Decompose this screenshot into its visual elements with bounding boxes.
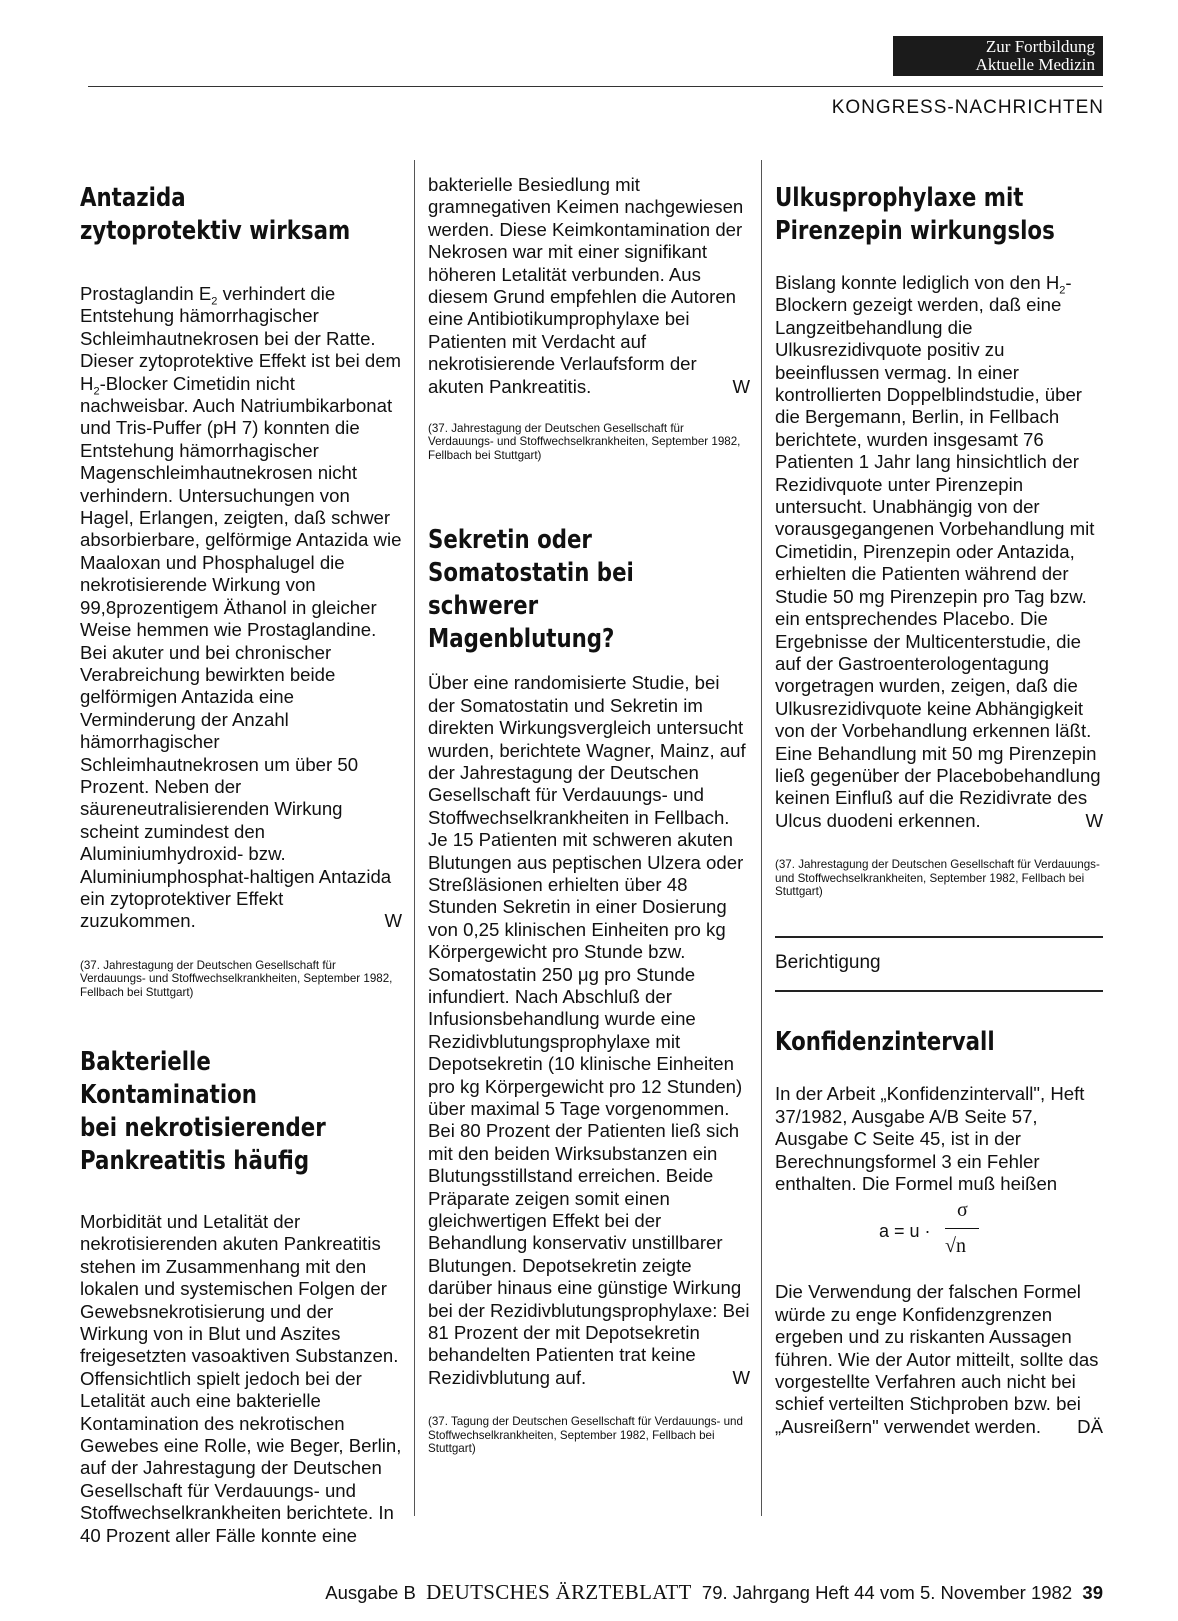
formula-lhs: a = u ·: [879, 1221, 931, 1242]
footer-journal: DEUTSCHES ÄRZTEBLATT: [426, 1580, 692, 1604]
column-1: [80, 182, 402, 1547]
formula: [775, 1195, 1103, 1267]
correction-body-part2: Die Verwendung der falschen Formel würde zu enge Konfidenzgrenzen ergeben und zu riskanten Aussagen führen. Wie der Autor mitteilt, sollte das vorgestellte Verfahren auch nicht bei schief verteilten Stichproben bzw. bei „Ausreißern" verwendet werden. DÄ: [775, 1281, 1103, 1437]
article4-body: Bislang konnte lediglich von den $H_2$-Blockern gezeigt werden, daß eine Langzeitbehandlung die Ulkusrezidivquote positiv zu beeinflussen vermag. In einer kontrollierten Doppelblindstudie, über die Bergemann, Berlin, in Fellbach berichtete, wurden insgesamt 76 Patienten 1 Jahr lang hinsichtlich der Rezidivquote unter Pirenzepin untersucht. Unabhängig von der vorausgegangenen Vorbehandlung mit Cimetidin, Pirenzepin oder Antazida, erhielten die Patienten während der Studie 50 mg Pirenzepin pro Tag bzw. ein entsprechendes Placebo. Die Ergebnisse der Multicenterstudie, die auf der Gastroenterologentagung vorgetragen wurden, zeigen, daß die Ulkusrezidivquote keine Abhängigkeit von der Vorbehandlung erkennen läßt. Eine Behandlung mit 50 mg Pirenzepin ließ gegenüber der Placebobehandlung keinen Einfluß auf die Rezidivrate des Ulcus duodeni erkennen. W: [775, 272, 1103, 831]
column-3: [775, 182, 1103, 1438]
badge-line-2: Aktuelle Medizin: [975, 55, 1095, 74]
column-divider-2: [761, 160, 762, 1516]
article3-signature: W: [732, 1366, 750, 1388]
correction-title: Konfidenzintervall: [775, 1027, 995, 1058]
article4-title: Ulkusprophylaxe mit Pirenzepin wirkungslos: [775, 183, 1055, 246]
article3-body: Über eine randomisierte Studie, bei der Somatostatin und Sekretin im direkten Wirkungsvergleich untersucht wurden, berichtete Wagner, Mainz, auf der Jahrestagung der Deutschen Gesellschaft für Verdauungs- und Stoffwechselkrankheiten in Fellbach. Je 15 Patienten mit schweren akuten Blutungen aus peptischen Ulzera oder Streßläsionen erhielten über 48 Stunden Sekretin in einer Dosierung von 0,25 klinischen Einheiten pro kg Körpergewicht pro Stunde bzw. Somatostatin 250 μg pro Stunde infundiert. Nach Abschluß der Infusionsbehandlung wurde eine Rezidivblutungsprophylaxe mit Depotsekretin (10 klinische Einheiten pro kg Körpergewicht pro 12 Stunden) über maximal 5 Tage vorgenommen. Bei 80 Prozent der Patienten ließ sich mit den beiden Wirksubstanzen ein Blutungsstillstand erreichen. Beide Präparate zeigen somit einen gleichwertigen Effekt bei der Behandlung konservativ unstillbarer Blutungen. Depotsekretin zeigte darüber hinaus eine günstige Wirkung bei der Rezidivblutungsprophylaxe: Bei 81 Prozent der mit Depotsekretin behandelten Patienten trat keine Rezidivblutung auf. W: [428, 672, 750, 1388]
section-badge: [893, 36, 1103, 76]
article2-body-part1: Morbidität und Letalität der nekrotisierenden akuten Pankreatitis stehen im Zusammenhang mit den lokalen und systemischen Folgen der Gewebsnekrotisierung und der Wirkung von in Blut und Aszites freigesetzten vasoaktiven Substanzen. Offensichtlich spielt jedoch bei der Letalität auch eine bakterielle Kontamination des nekrotischen Gewebes eine Rolle, wie Beger, Berlin, auf der Jahrestagung der Deutschen Gesellschaft für Verdauungs- und Stoffwechselkrankheiten berichtete. In 40 Prozent aller Fälle konnte eine: [80, 1211, 402, 1546]
footer-issue: 79. Jahrgang Heft 44 vom 5. November 1982: [701, 1582, 1073, 1603]
section-heading: KONGRESS-NACHRICHTEN: [831, 97, 1104, 118]
article2-reference: (37. Jahrestagung der Deutschen Gesellschaft für Verdauungs- und Stoffwechselkrankheiten, September 1982, Fellbach bei Stuttgart): [428, 422, 741, 462]
article4-reference: (37. Jahrestagung der Deutschen Gesellschaft für Verdauungs- und Stoffwechselkrankheiten, September 1982, Fellbach bei Stuttgart): [775, 858, 1100, 898]
article1-body: Prostaglandin $E_2$ verhindert die Entstehung hämorrhagischer Schleimhautnekrosen bei der Ratte. Dieser zytoprotektive Effekt ist bei dem $H_2$-Blocker Cimetidin nicht nachweisbar. Auch Natriumbikarbonat und Tris-Puffer (pH 7) konnten die Entstehung hämorrhagischer Magenschleimhautnekrosen nicht verhindern. Untersuchungen von Hagel, Erlangen, zeigten, daß schwer absorbierbare, gelförmige Antazida wie Maaloxan und Phosphalugel die nekrotisierende Wirkung von 99,8prozentigem Äthanol in gleicher Weise hemmen wie Prostaglandine. Bei akuter und bei chronischer Verabreichung bewirkten beide gelförmigen Antazida eine Verminderung der Anzahl hämorrhagischer Schleimhautnekrosen um über 50 Prozent. Neben der säureneutralisierenden Wirkung scheint zumindest den Aluminiumhydroxid- bzw. Aluminiumphosphat-haltigen Antazida ein zytoprotektiver Effekt zuzukommen. W: [80, 283, 402, 932]
correction-label: Berichtigung: [775, 952, 881, 974]
correction-signature: DÄ: [1077, 1415, 1103, 1437]
article2-title: Bakterielle Kontamination bei nekrotisierender Pankreatitis häufig: [80, 1047, 326, 1176]
badge-line-1: Zur Fortbildung: [985, 37, 1095, 56]
article2-body-part2: bakterielle Besiedlung mit gramnegativen Keimen nachgewiesen werden. Diese Keimkontamination der Nekrosen war mit einer signifikant höheren Letalität verbunden. Aus diesem Grund empfehlen die Autoren eine Antibiotikumprophylaxe bei Patienten mit Verdacht auf nekrotisierende Verlaufsform der akuten Pankreatitis. W: [428, 174, 750, 397]
footer-edition: Ausgabe B: [325, 1582, 416, 1603]
article1-title: Antazida zytoprotektiv wirksam: [80, 183, 351, 246]
article1-signature: W: [384, 910, 402, 932]
footer-page-number: 39: [1082, 1582, 1103, 1603]
article3-title: Sekretin oder Somatostatin bei schwerer Magenblutung?: [428, 525, 634, 655]
header-rule: [88, 86, 1103, 87]
formula-fraction-bar: [945, 1228, 979, 1229]
correction-body-part1: In der Arbeit „Konfidenzintervall", Heft 37/1982, Ausgabe A/B Seite 57, Ausgabe C Seite 45, ist in der Berechnungsformel 3 ein Fehler enthalten. Die Formel muß heißen: [775, 1083, 1085, 1194]
formula-denominator: √n: [945, 1235, 966, 1258]
article3-reference: (37. Tagung der Deutschen Gesellschaft für Verdauungs- und Stoffwechselkrankheiten, September 1982, Fellbach bei Stuttgart): [428, 1415, 743, 1456]
page-footer: [325, 1580, 1103, 1605]
formula-numerator: σ: [957, 1199, 968, 1222]
column-divider-1: [414, 160, 415, 1516]
article1-reference: (37. Jahrestagung der Deutschen Gesellschaft für Verdauungs- und Stoffwechselkrankheiten, September 1982, Fellbach bei Stuttgart): [80, 958, 393, 999]
article4-signature: W: [1085, 809, 1103, 831]
article2-signature: W: [732, 375, 750, 397]
column-2: [428, 174, 750, 1456]
